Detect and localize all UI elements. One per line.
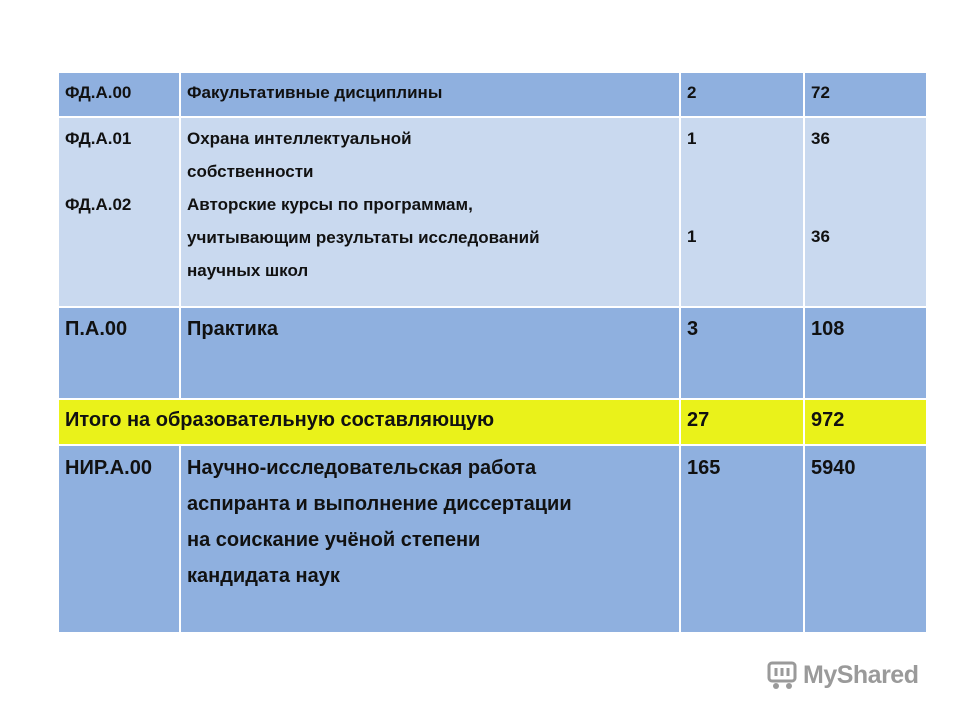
name-cell [180, 117, 680, 307]
code-cell: НИР.А.00 [58, 445, 180, 633]
name-line: на соискание учёной степени [187, 529, 481, 551]
credits-text: 1 [687, 129, 697, 148]
credits-cell: 3 [680, 307, 804, 399]
name-line: кандидата наук [187, 565, 340, 587]
hours-cell [804, 117, 927, 307]
hours-text: 36 [811, 227, 830, 246]
name-line: собственности [187, 162, 314, 181]
table-row [58, 307, 927, 399]
credits-cell: 27 [680, 399, 804, 445]
code-cell: П.А.00 [58, 307, 180, 399]
code-cell: ФД.А.00 [58, 72, 180, 117]
hours-text: 36 [811, 129, 830, 148]
name-cell: Факультативные дисциплины [180, 72, 680, 117]
code-cell [58, 117, 180, 307]
hours-cell: 972 [804, 399, 927, 445]
name-line: аспиранта и выполнение диссертации [187, 493, 572, 515]
table-row [58, 445, 927, 633]
credits-cell [680, 117, 804, 307]
name-line: учитывающим результаты исследований [187, 228, 540, 247]
table-row [58, 117, 927, 307]
code-text: ФД.А.01 [65, 129, 132, 148]
name-line: Охрана интеллектуальной [187, 129, 412, 148]
name-cell: Практика [180, 307, 680, 399]
credits-cell: 165 [680, 445, 804, 633]
code-text: ФД.А.02 [65, 195, 132, 214]
credits-text: 1 [687, 227, 697, 246]
hours-cell: 5940 [804, 445, 927, 633]
hours-cell: 108 [804, 307, 927, 399]
name-line: научных школ [187, 261, 309, 280]
name-line: Авторские курсы по программам, [187, 195, 473, 214]
cart-logo-icon [767, 659, 799, 691]
name-cell [180, 445, 680, 633]
myshared-watermark [767, 657, 927, 693]
watermark-text: MyShared [803, 660, 919, 689]
table-row [58, 72, 927, 117]
total-label: Итого на образовательную составляющую [58, 399, 680, 445]
curriculum-table [57, 71, 928, 634]
total-row [58, 399, 927, 445]
name-line: Научно-исследовательская работа [187, 457, 537, 479]
hours-cell: 72 [804, 72, 927, 117]
credits-cell: 2 [680, 72, 804, 117]
